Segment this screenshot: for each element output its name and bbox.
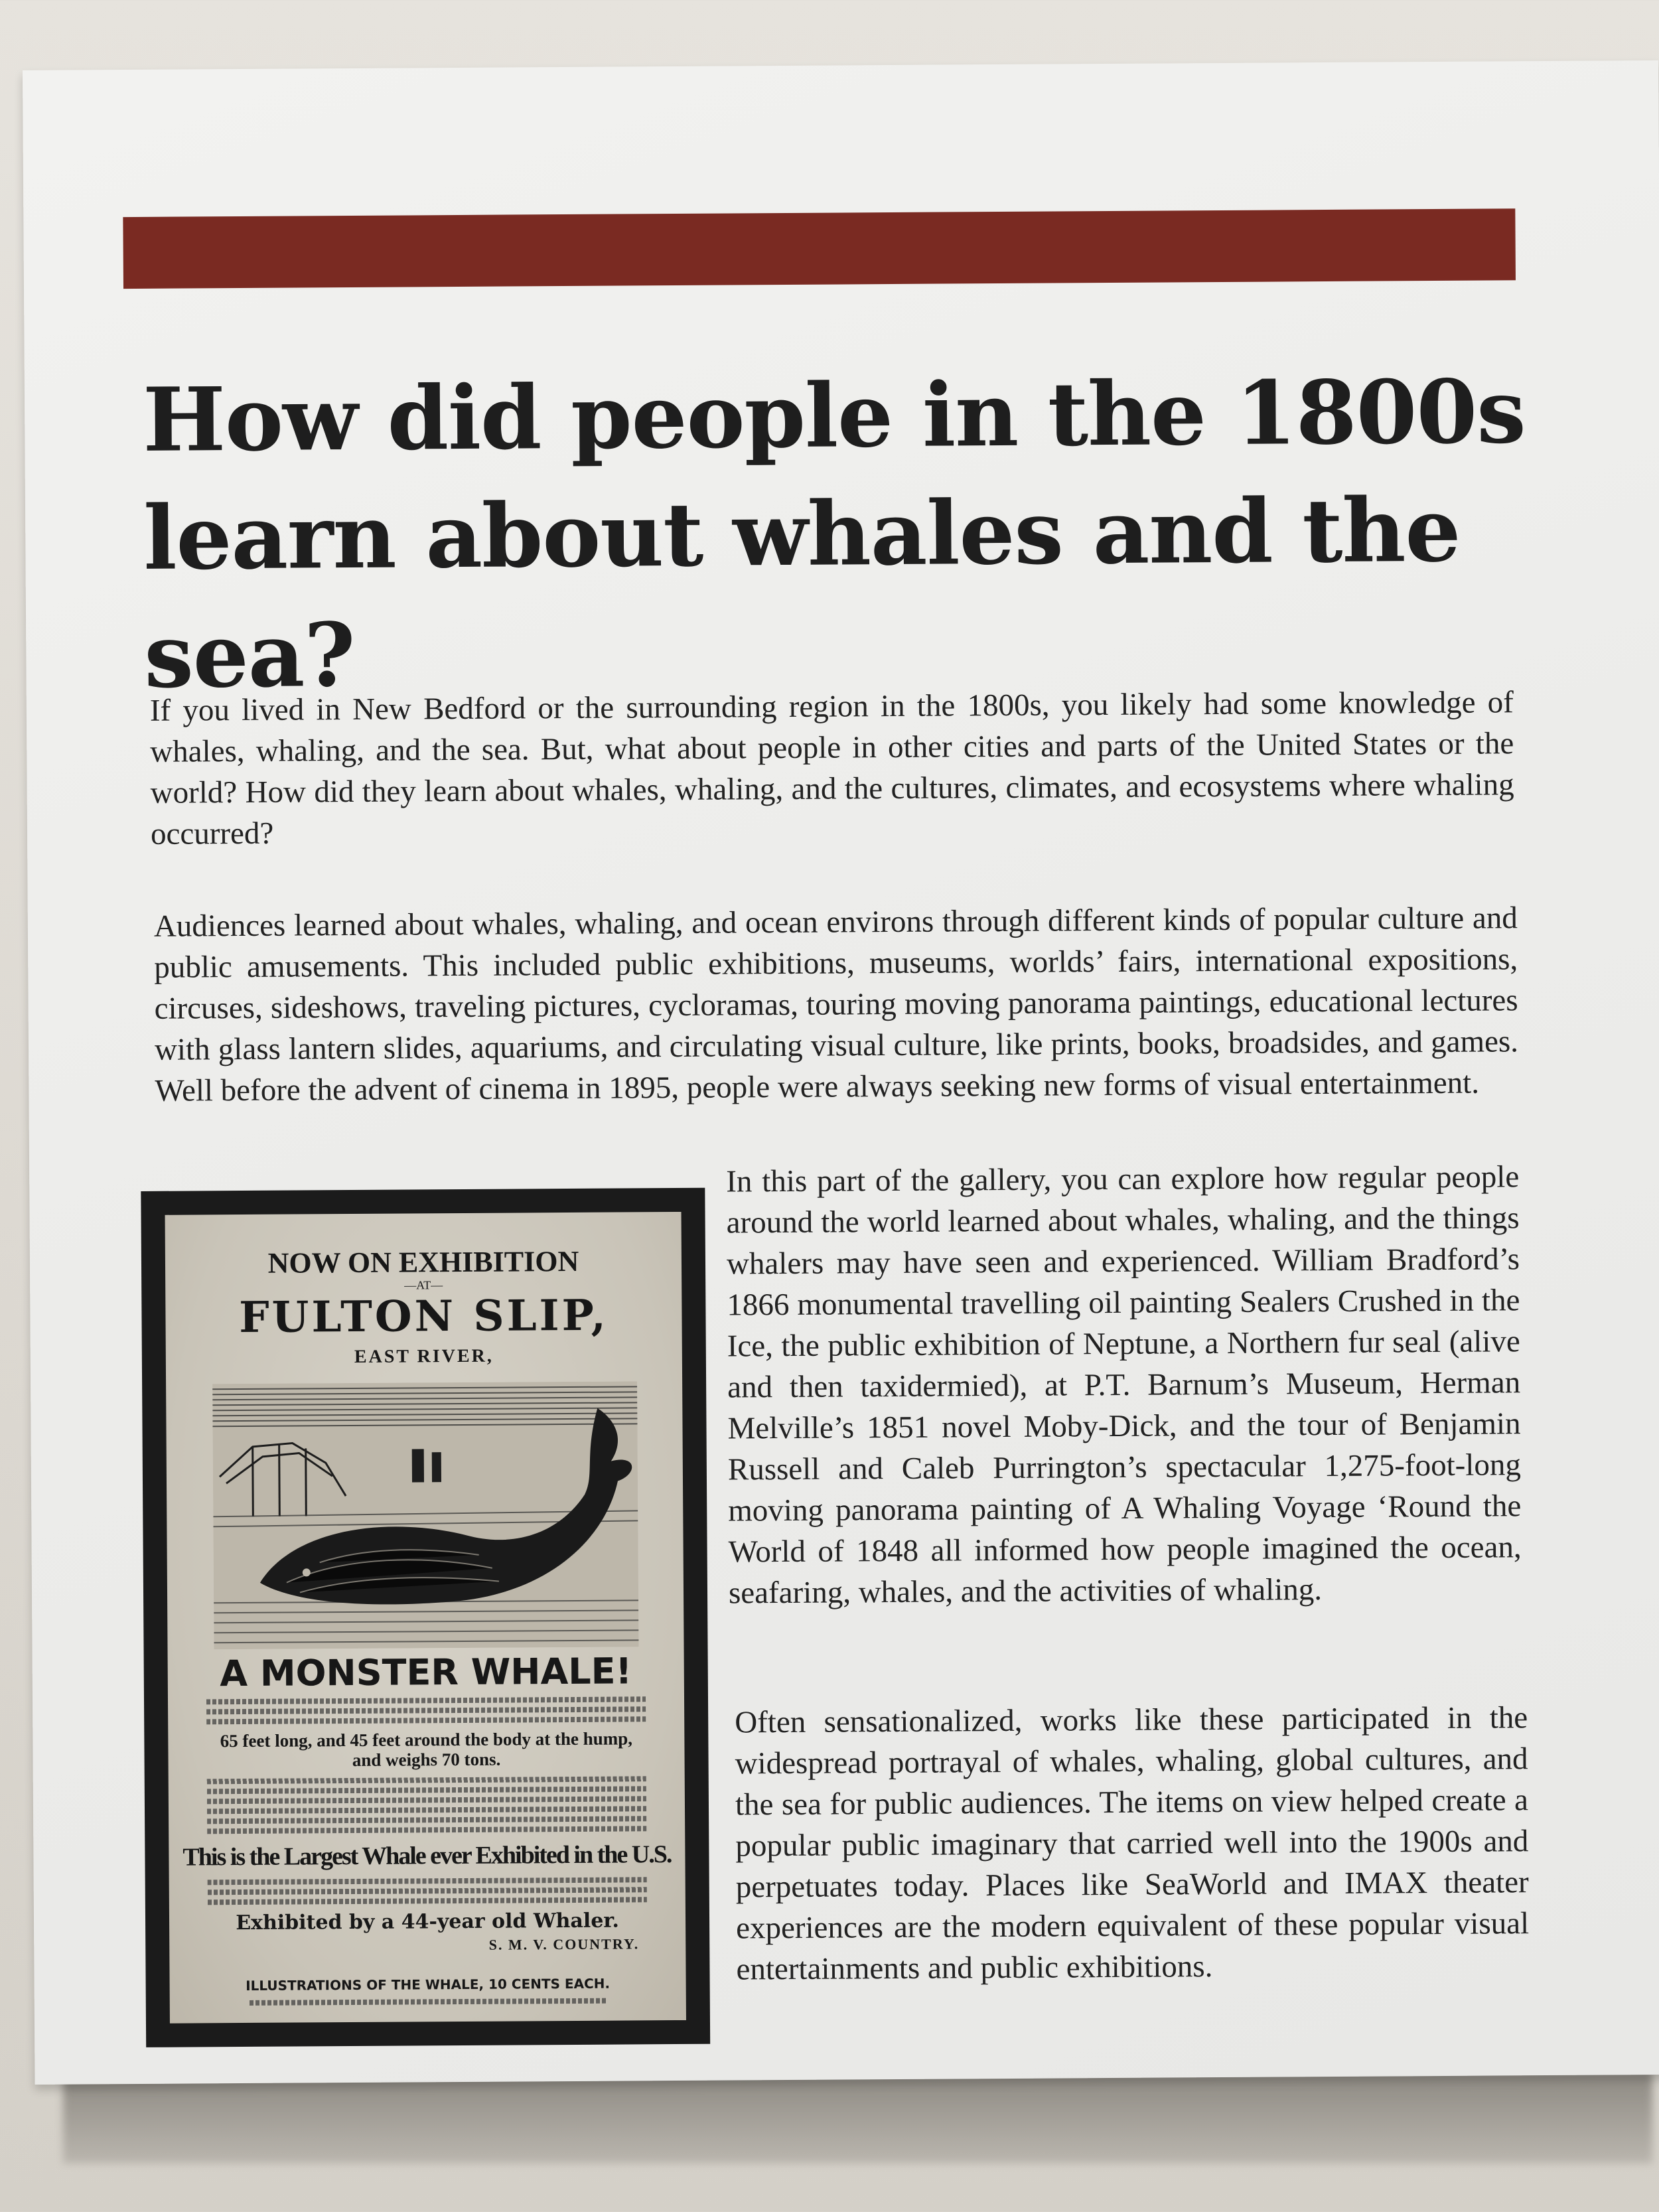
whale-illustration [212, 1381, 638, 1649]
poster-fine-print [208, 1877, 647, 1885]
accent-bar [123, 208, 1516, 289]
panel-title [143, 353, 1571, 716]
title-line-2: learn about whales and the sea? [143, 479, 1461, 708]
poster-exhibited-by: Exhibited by a 44-year old Whaler. [236, 1909, 619, 1935]
poster-fine-print [207, 1776, 646, 1784]
poster-fine-print [207, 1816, 646, 1824]
poster-fine-print [206, 1706, 646, 1714]
poster-fine-print [207, 1806, 646, 1814]
poster-at: —AT— [404, 1278, 443, 1292]
poster-size-line: 65 feet long, and 45 feet around the body at the hump, and weighs 70 tons. [220, 1728, 633, 1771]
poster-fine-print [207, 1786, 646, 1794]
poster-fine-print [250, 1998, 607, 2006]
poster-fine-print [206, 1716, 646, 1724]
poster-monster-whale: A MONSTER WHALE! [220, 1650, 632, 1695]
paragraph-audiences: Audiences learned about whales, whaling, and ocean environs through different kinds of popular culture and public amusements. This included public exhibitions, museums, worlds’ fairs, international expositions, circuses, sideshows, traveling pictures, cycloramas, touring moving panorama paintings, educational lectures with glass lantern slides, aquariums, and circulating visual culture, like prints, books, broadsides, and games. Well before the advent of cinema in 1895, people were always seeking new forms of visual entertainment. [153, 901, 1519, 1108]
poster-country: S. M. V. COUNTRY. [488, 1935, 640, 1953]
poster-fine-print [208, 1897, 647, 1905]
poster-fine-print [207, 1826, 646, 1834]
exhibit-panel [23, 60, 1659, 2085]
poster-frame [141, 1188, 710, 2047]
title-line-1: How did people in the 1800s [142, 360, 1526, 472]
wall-shadow [63, 2071, 1652, 2164]
paragraph-gallery: In this part of the gallery, you can explore how regular people around the world learned about whales, whaling, and the things whalers may have seen and experienced. William Bradford’s 1866 monumental travelling oil painting Sealers Crushed in the Ice, the public exhibition of Neptune, a Northern fur seal (alive and then taxidermied), at P.T. Barnum’s Museum, Herman Melville’s 1851 novel Moby-Dick, and the tour of Benjamin Russell and Caleb Purrington’s spectacular 1,275-foot-long moving panorama painting of A Whaling Voyage ‘Round the World of 1848 all informed how people imagined the ocean, seafaring, whales, and the activities of whaling. [726, 1159, 1522, 1611]
poster-east-river: EAST RIVER, [354, 1345, 494, 1367]
paragraph-sensationalized: Often sensationalized, works like these participated in the widespread portrayal of whales, whaling, global cultures, and the sea for public audiences. The items on view helped create a popular public imaginary that carried well into the 1900s and perpetuates today. Places like SeaWorld and IMAX theater experiences are the modern equivalent of these popular visual entertainments and public exhibitions. [735, 1700, 1530, 1987]
paragraph-intro: If you lived in New Bedford or the surrounding region in the 1800s, you likely had some knowledge of whales, whaling, and the sea. But, what about people in other cities and parts of the United States or the world? How did they learn about whales, whaling, and the cultures, climates, and ecosystems where whaling occurred? [149, 685, 1514, 851]
poster-largest-whale: This is the Largest Whale ever Exhibited in the U.S. [182, 1840, 672, 1872]
poster-fine-print [206, 1696, 646, 1704]
poster-fine-print [207, 1796, 646, 1804]
poster-illustrations: ILLUSTRATIONS OF THE WHALE, 10 CENTS EACH. [246, 1975, 611, 1994]
poster-now-on-exhibition: NOW ON EXHIBITION [267, 1244, 579, 1280]
poster-fine-print [208, 1887, 647, 1895]
poster-fulton-slip: FULTON SLIP, [239, 1290, 609, 1343]
whale-exhibition-poster [165, 1212, 686, 2024]
